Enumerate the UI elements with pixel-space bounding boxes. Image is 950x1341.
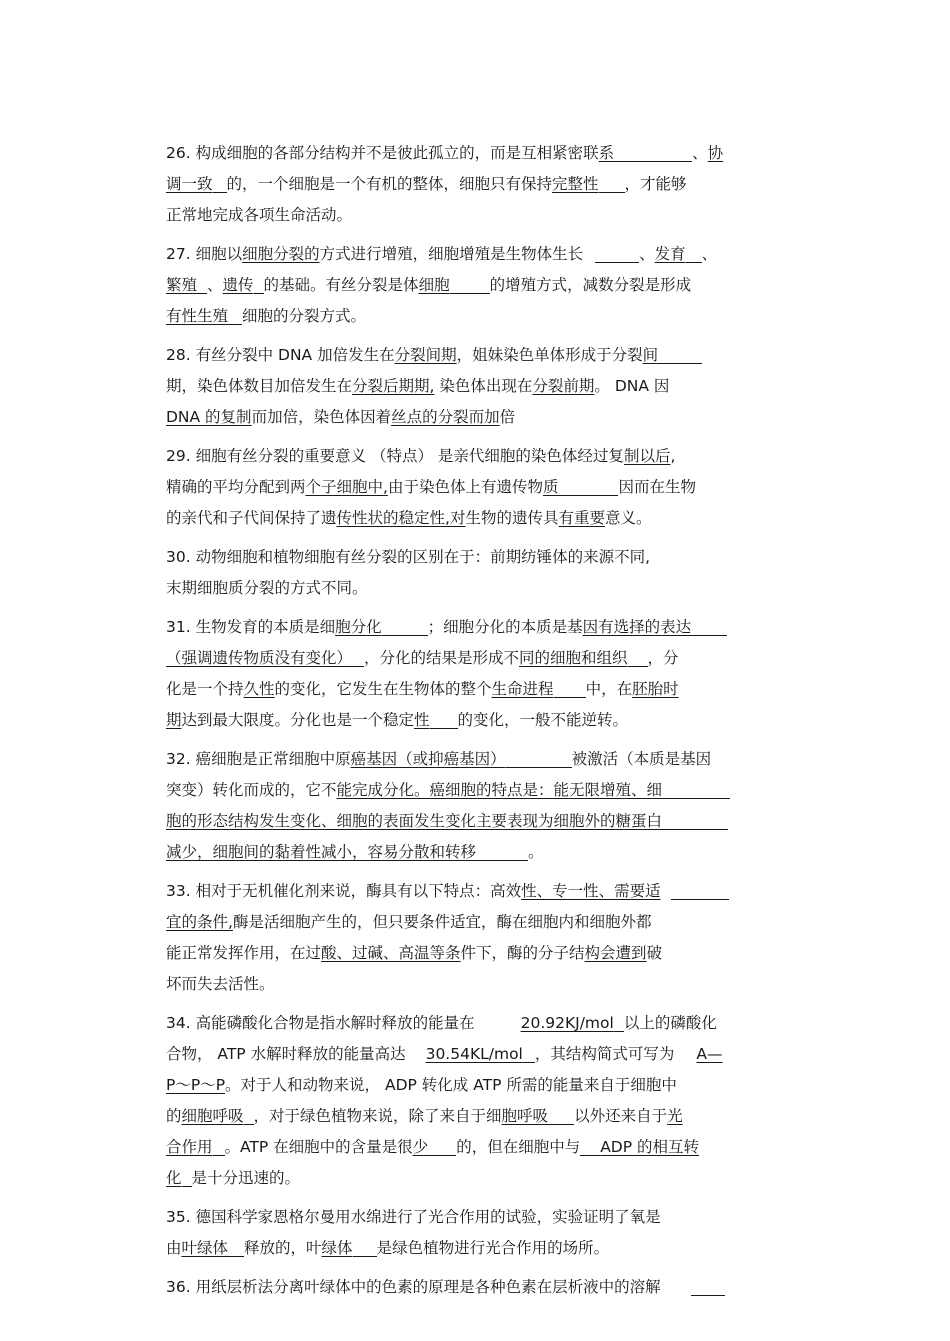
- q34-blank: [213, 1135, 225, 1156]
- q33-line-2: [166, 907, 784, 938]
- q26-blank: [213, 172, 227, 193]
- q27-answer-1: 细胞分裂的: [242, 245, 320, 263]
- q34-answer-6b: 合作用: [166, 1138, 213, 1156]
- q29-line-2: [166, 472, 784, 503]
- q27-text: 27. 细胞以: [166, 245, 243, 263]
- q29-text: 生物的遗传具: [465, 509, 559, 527]
- q36-line-1: [166, 1272, 784, 1303]
- q34-answer-7: 少: [412, 1138, 429, 1156]
- q26-line-3: 正常地完成各项生命活动。: [166, 206, 353, 224]
- q32-text: 32. 癌细胞是正常细胞中原: [166, 750, 351, 768]
- q34-line-5: [166, 1132, 784, 1163]
- q35-line-1: 35. 德国科学家恩格尔曼用水绵进行了光合作用的试验，实验证明了氧是: [166, 1208, 661, 1226]
- question-33: [166, 876, 784, 1000]
- q27-text: 的基础。有丝分裂是体: [263, 276, 419, 294]
- q31-text: 达到最大限度。分化也是一个稳定: [181, 711, 415, 729]
- q32-line-3: [166, 806, 784, 837]
- q35-text: 释放的，叶: [244, 1239, 322, 1257]
- q31-answer-1: 胞分化: [335, 618, 382, 636]
- q34-text: 34. 高能磷酸化合物是指水解时释放的能量在: [166, 1014, 475, 1032]
- q28-text: 期，染色体数目加倍发生在: [166, 377, 353, 395]
- q28-line-3: [166, 402, 784, 433]
- q28-answer-6: 丝点的分裂而加: [391, 408, 500, 426]
- q34-text: ，其结构简式可写为: [534, 1045, 675, 1063]
- q31-blank: [382, 615, 428, 636]
- q27-blank: [686, 242, 702, 263]
- q27-answer-6: 有性生殖: [166, 307, 229, 325]
- q27-text: 的增殖方式，减数分裂是形成: [489, 276, 692, 294]
- q32-blank: [662, 778, 730, 799]
- q29-answer-4: 传性状的稳定性,: [336, 509, 450, 527]
- q28-answer-2: 间: [642, 346, 659, 364]
- q33-answer-1: 性、专一性、需要适: [521, 882, 661, 900]
- q32-blank: [476, 840, 528, 861]
- q35-blank: [353, 1236, 377, 1257]
- q26-line-1: [166, 138, 784, 169]
- q27-text: 、: [701, 245, 718, 263]
- q29-text: 因而在生物: [618, 478, 696, 496]
- q27-line-1: [166, 239, 784, 270]
- q27-answer-2: 发育: [654, 245, 686, 263]
- q26-blank: [599, 172, 625, 193]
- q34-gap: [406, 1043, 426, 1063]
- q33-line-3: [166, 938, 784, 969]
- question-31: [166, 612, 784, 736]
- q34-answer-8b: 化: [166, 1169, 182, 1187]
- q34-answer-5: 胞呼吸: [501, 1107, 549, 1125]
- q31-text: ，分: [647, 649, 679, 667]
- q31-answer-7: 胚胎时: [632, 680, 679, 698]
- q33-answer-1b: 宜的条件,: [166, 913, 233, 931]
- q34-text: 以上的磷酸化: [623, 1014, 717, 1032]
- q28-answer-3: 分裂后期期,: [352, 377, 435, 395]
- q31-text: 31. 生物发育的本质是细: [166, 618, 336, 636]
- q26-answer-3: 完整性: [552, 175, 599, 193]
- question-30: [166, 542, 784, 604]
- q32-answer-3c: 减少，细胞间的黏着性减小，容易分散和转移: [166, 843, 477, 861]
- q31-answer-6: 生命进程: [491, 680, 554, 698]
- q31-answer-7b: 期: [166, 711, 182, 729]
- q31-blank: [352, 646, 364, 667]
- q26-line-2: [166, 169, 784, 200]
- q28-answer-1: 分裂间期: [394, 346, 457, 364]
- q26-answer-2b: 调一致: [166, 175, 213, 193]
- q32-answer-1: 癌基因（或抑癌基因）: [350, 750, 506, 768]
- q29-line-1: [166, 441, 784, 472]
- q31-text: 的变化，一般不能逆转。: [457, 711, 629, 729]
- q34-blank: [244, 1104, 254, 1125]
- q30-line-1: 30. 动物细胞和植物细胞有丝分裂的区别在于：前期纺锤体的来源不同,: [166, 548, 651, 566]
- q34-line-2: [166, 1039, 784, 1070]
- q27-line-3: [166, 301, 784, 332]
- q27-line-2: [166, 270, 784, 301]
- q27-text: 、: [207, 276, 223, 294]
- q28-answer-5: DNA 的复制: [166, 408, 252, 426]
- q32-answer-2: 能完成分化。癌细胞的特点是：能无限: [336, 781, 601, 799]
- q34-answer-8: ADP 的相互转: [600, 1138, 700, 1156]
- q32-blank: [662, 809, 728, 830]
- q28-text: ，姐妹染色单体形成于分裂: [456, 346, 643, 364]
- q35-text: 由: [166, 1239, 182, 1257]
- q29-blank: [558, 475, 618, 496]
- q34-answer-6: 光: [667, 1107, 683, 1125]
- q33-text: 酶是活细胞产生的，但只要条件适宜，酶在细胞内和细胞外都: [232, 913, 652, 931]
- q34-answer-2: 30.54KL/mol: [425, 1045, 523, 1063]
- q31-blank: [691, 615, 727, 636]
- q30-line-2: 末期细胞质分裂的方式不同。: [166, 579, 368, 597]
- q26-answer-1: 系: [598, 144, 615, 162]
- q31-line-3: [166, 674, 784, 705]
- q32-line-1: [166, 744, 784, 775]
- q34-blank: [523, 1042, 535, 1063]
- q29-text: 意义。: [605, 509, 652, 527]
- q32-line-2: [166, 775, 784, 806]
- q34-blank: [548, 1104, 574, 1125]
- q27-text: 、: [639, 245, 655, 263]
- q31-line-1: [166, 612, 784, 643]
- q34-text: 合物， ATP 水解时释放的能量高达: [166, 1045, 406, 1063]
- q36-blank: [691, 1275, 725, 1296]
- q33-text: 33. 相对于无机催化剂来说，酶具有以下特点：高效: [166, 882, 522, 900]
- q31-answer-3: （强调遗传物质没有变化）: [166, 649, 353, 667]
- document-page: [166, 138, 784, 1311]
- q34-answer-1: 20.92KJ/mol: [520, 1014, 614, 1032]
- q33-text: 能正常发挥作用，在过: [166, 944, 322, 962]
- q28-text: 。 DNA 因: [594, 377, 670, 395]
- q29-answer-2: 个子细胞中,: [305, 478, 388, 496]
- q34-blank: [428, 1135, 456, 1156]
- q26-text: ，才能够: [624, 175, 687, 193]
- q31-text: 化是一个持: [166, 680, 244, 698]
- q35-blank: [228, 1236, 244, 1257]
- q31-blank: [628, 646, 648, 667]
- q26-blank: [614, 141, 692, 162]
- q33-answer-2: 酸、过碱、高温等条: [321, 944, 461, 962]
- q36-text: 36. 用纸层析法分离叶绿体中的色素的原理是各种色素在层析液中的溶解: [166, 1278, 661, 1296]
- q32-text: 被激活（本质是基因: [571, 750, 712, 768]
- q29-text: 精确的平均分配到两: [166, 478, 306, 496]
- q31-line-4: [166, 705, 784, 736]
- q29-line-3: [166, 503, 784, 534]
- q34-line-3: [166, 1070, 784, 1101]
- q34-answer-3: A—: [696, 1045, 723, 1063]
- q32-answer-3b: 胞的形态结构发生变化、细胞的表面发生变化主要表现为细胞外的糖蛋白: [166, 812, 663, 830]
- q27-blank: [450, 273, 490, 294]
- q28-line-2: [166, 371, 784, 402]
- q34-text: ，对于绿色植物来说，除了来自于细: [253, 1107, 502, 1125]
- q33-line-1: [166, 876, 784, 907]
- q29-answer-3: 质: [542, 478, 559, 496]
- q29-text: 由于染色体上有遗传物: [387, 478, 543, 496]
- q27-blank: [197, 273, 207, 294]
- q31-answer-2: 因有选择的表达: [582, 618, 692, 636]
- question-28: [166, 340, 784, 433]
- q34-blank: [580, 1135, 600, 1156]
- q34-text: 。对于人和动物来说， ADP 转化成 ATP 所需的能量来自于细胞中: [225, 1076, 677, 1094]
- q33-answer-3: 构会遭到: [584, 944, 647, 962]
- q26-answer-2: 协: [707, 144, 724, 162]
- q28-blank: [658, 343, 702, 364]
- q31-answer-5: 久性: [243, 680, 275, 698]
- question-29: [166, 441, 784, 534]
- q31-text: 中，在: [585, 680, 633, 698]
- q34-line-1: [166, 1008, 784, 1039]
- q29-answer-1: 制以后: [623, 447, 671, 465]
- q27-answer-3: 繁殖: [166, 276, 198, 294]
- question-35: [166, 1202, 784, 1264]
- q33-blank: [671, 879, 729, 900]
- q29-answer-5: 有重要: [558, 509, 605, 527]
- question-32: [166, 744, 784, 868]
- q27-blank: [595, 242, 639, 263]
- q31-text: 的变化，它发生在生物体的整个: [274, 680, 492, 698]
- q35-answer-2: 绿体: [321, 1239, 353, 1257]
- q27-text: 方式进行增殖，细胞增殖是生物体生长: [319, 245, 584, 263]
- q28-line-1: [166, 340, 784, 371]
- q27-text: 细胞的分裂方式。: [242, 307, 367, 325]
- q33-text: 破: [646, 944, 663, 962]
- q34-text: 。ATP 在细胞中的含量是很: [224, 1138, 413, 1156]
- q35-line-2: [166, 1233, 784, 1264]
- question-27: [166, 239, 784, 332]
- q28-text: 28. 有丝分裂中 DNA 加倍发生在: [166, 346, 395, 364]
- q31-text: ，分化的结果是形成不: [364, 649, 520, 667]
- q34-gap: [475, 1012, 521, 1032]
- q34-answer-4: 细胞呼吸: [181, 1107, 244, 1125]
- q29-text: ,: [670, 447, 676, 465]
- q34-answer-3b: P～P～P: [166, 1076, 226, 1094]
- q35-text: 是绿色植物进行光合作用的场所。: [376, 1239, 610, 1257]
- q33-line-4: 坏而失去活性。: [166, 975, 275, 993]
- q28-text: 染色体出现在: [434, 377, 533, 395]
- q29-text: 29. 细胞有丝分裂的重要意义 （特点） 是亲代细胞的染色体经过复: [166, 447, 624, 465]
- question-36: [166, 1272, 784, 1303]
- q34-text: 的，但在细胞中与: [456, 1138, 581, 1156]
- q32-line-4: [166, 837, 784, 868]
- q27-answer-4: 遗传: [222, 276, 254, 294]
- q31-blank: [554, 677, 586, 698]
- q27-answer-5: 细胞: [418, 276, 450, 294]
- question-34: [166, 1008, 784, 1194]
- q34-blank: [182, 1166, 192, 1187]
- q32-text: 突变）转化而成的，它不: [166, 781, 337, 799]
- q34-gap: [674, 1043, 696, 1063]
- q31-text: ；细胞分化的本质是基: [427, 618, 583, 636]
- q32-answer-3: 增殖、细: [600, 781, 663, 799]
- q28-text: 倍: [499, 408, 516, 426]
- q31-line-2: [166, 643, 784, 674]
- q34-text: 以外还来自于: [574, 1107, 668, 1125]
- q33-text: 件下，酶的分子结: [460, 944, 585, 962]
- q34-text: 是十分迅速的。: [191, 1169, 301, 1187]
- q32-blank: [506, 747, 572, 768]
- q26-text: 26. 构成细胞的各部分结构并不是彼此孤立的，而是互相紧密联: [166, 144, 599, 162]
- q31-blank: [430, 708, 458, 729]
- q29-answer-4b: 对: [449, 509, 466, 527]
- question-26: [166, 138, 784, 231]
- q31-answer-4: 同的细胞和组织: [519, 649, 628, 667]
- q26-text: 的，一个细胞是一个有机的整体，细胞只有保持: [226, 175, 553, 193]
- q34-line-6: [166, 1163, 784, 1194]
- q35-answer-1: 叶绿体: [181, 1239, 229, 1257]
- q32-text: 。: [528, 843, 544, 861]
- q26-text: 、: [692, 144, 708, 162]
- q34-text: 的: [166, 1107, 182, 1125]
- q27-blank: [228, 304, 242, 325]
- q27-blank: [254, 273, 264, 294]
- q31-answer-8: 性: [414, 711, 430, 729]
- q28-answer-4: 分裂前期: [532, 377, 595, 395]
- q34-blank: [614, 1011, 624, 1032]
- q34-line-4: [166, 1101, 784, 1132]
- q28-text: 而加倍，染色体因着: [251, 408, 392, 426]
- q29-text: 的亲代和子代间保持了遗: [166, 509, 337, 527]
